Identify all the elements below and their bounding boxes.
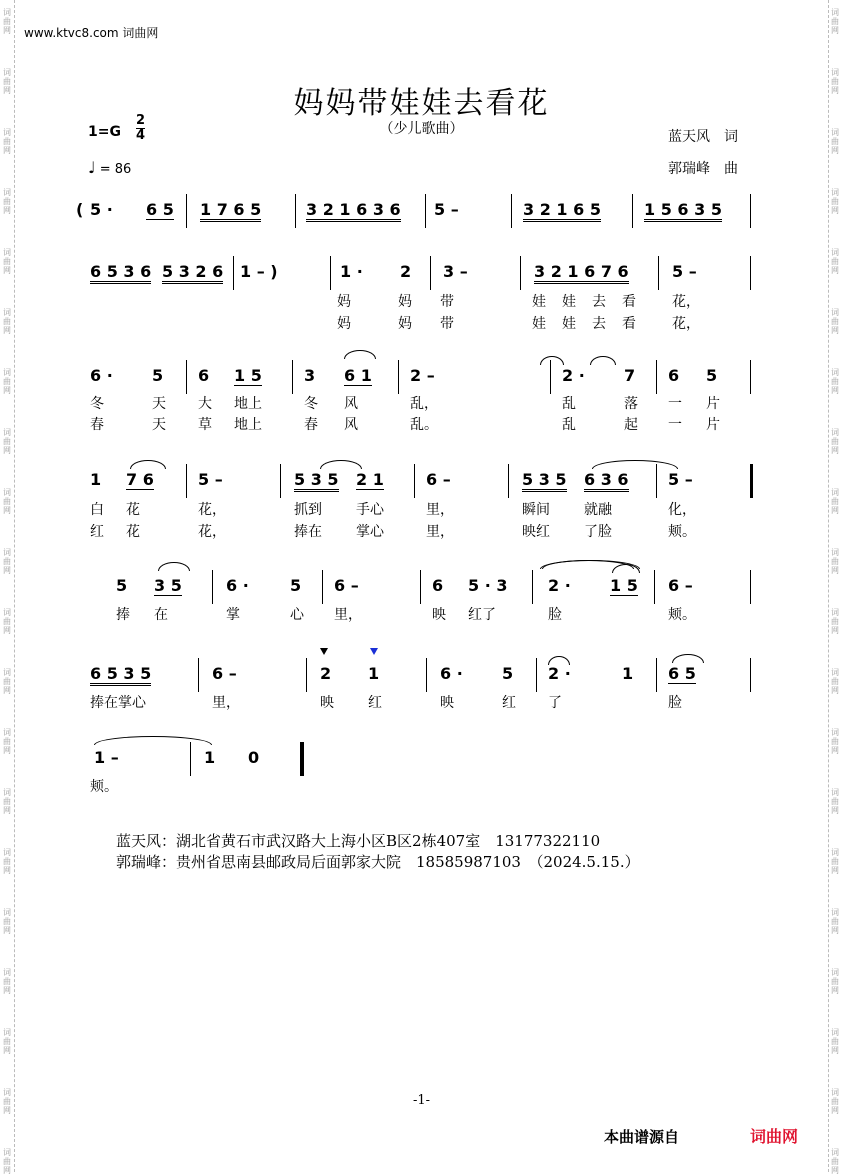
lyric-verse-2: 天 <box>152 417 166 433</box>
watermark-text: 词 曲 网 <box>3 548 11 575</box>
slur-mark <box>94 736 212 745</box>
tempo-value: = 86 <box>99 162 132 177</box>
lyric-verse-2: 草 <box>198 417 212 433</box>
note-group: 1 – ) <box>240 262 278 281</box>
lyric-verse-2: 娃 <box>532 316 546 332</box>
quarter-note-icon: ♩ <box>88 158 96 177</box>
lyric-verse-2: 娃 <box>562 316 576 332</box>
lyricist-credit: 蓝天风 词 <box>668 129 738 145</box>
bar-line <box>430 256 431 290</box>
lyric-verse-2: 乱。 <box>410 417 438 433</box>
lyric-verse-1: 化， <box>668 502 696 518</box>
lyric-verse-1: 妈 <box>337 294 351 310</box>
lyric-verse-1: 就融 <box>584 502 612 518</box>
lyric-verse-2: 带 <box>440 316 454 332</box>
source-logo[interactable]: 词曲网 <box>750 1127 799 1146</box>
note-group: 5 – <box>198 470 223 489</box>
lyric-verse-2: 里， <box>426 524 454 540</box>
watermark-text: 词 曲 网 <box>831 848 839 875</box>
bar-line <box>425 194 426 228</box>
bar-line <box>656 360 657 394</box>
bar-line <box>190 742 191 776</box>
watermark-text: 词 曲 网 <box>831 668 839 695</box>
bar-line <box>750 194 751 228</box>
lyric-verse-2: 去 <box>592 316 606 332</box>
note-group: ( <box>76 200 84 219</box>
slur-mark <box>592 460 678 469</box>
note-group: 1 5 <box>234 366 262 385</box>
slur-mark <box>548 656 570 665</box>
lyric-verse-1: 冬 <box>304 396 318 412</box>
lyric-verse-2: 妈 <box>398 316 412 332</box>
lyric-verse-1: 颊。 <box>90 779 118 795</box>
lyric-verse-1: 里， <box>334 607 362 623</box>
note-group: 6 · <box>226 576 249 595</box>
note-group: 1 <box>622 664 634 683</box>
note-group: 6 <box>668 366 680 385</box>
lyric-verse-2: 花， <box>672 316 700 332</box>
watermark-text: 词 曲 网 <box>831 608 839 635</box>
note-group: 1 5 6 3 5 <box>644 200 722 222</box>
lyric-verse-1: 心 <box>290 607 304 623</box>
watermark-text: 词 曲 网 <box>831 1148 839 1175</box>
lyric-verse-1: 娃 <box>532 294 546 310</box>
bar-line <box>198 658 199 692</box>
note-group: 5 <box>152 366 164 385</box>
watermark-text: 词 曲 网 <box>3 728 11 755</box>
lyric-verse-2: 片 <box>706 417 720 433</box>
lyric-verse-2: 花 <box>126 524 140 540</box>
lyric-verse-2: 风 <box>344 417 358 433</box>
slur-mark <box>320 460 362 469</box>
bar-line <box>306 658 307 692</box>
note-group: 7 6 <box>126 470 154 489</box>
note-group: 6 1 <box>344 366 372 385</box>
note-group: 5 – <box>434 200 459 219</box>
watermark-text: 词 曲 网 <box>831 788 839 815</box>
bar-line <box>414 464 415 498</box>
note-group: 5 – <box>672 262 697 281</box>
lyric-verse-2: 捧在 <box>294 524 322 540</box>
lyric-verse-2: 了脸 <box>584 524 612 540</box>
watermark-text: 词 曲 网 <box>3 188 11 215</box>
note-group: 5 <box>116 576 128 595</box>
note-group: 1 – <box>94 748 119 767</box>
watermark-text: 词 曲 网 <box>831 368 839 395</box>
lyric-verse-2: 起 <box>624 417 638 433</box>
lyric-verse-2: 地上 <box>234 417 262 433</box>
lyric-verse-1: 里， <box>426 502 454 518</box>
bar-line <box>186 360 187 394</box>
watermark-text: 词 曲 网 <box>3 968 11 995</box>
bar-line <box>295 194 296 228</box>
tempo-mark <box>88 158 131 177</box>
note-group: 5 <box>290 576 302 595</box>
note-group: 3 2 1 6 5 <box>523 200 601 222</box>
note-group: 5 – <box>668 470 693 489</box>
lyric-verse-1: 映 <box>432 607 446 623</box>
bar-line <box>536 658 537 692</box>
note-group: 2 1 <box>356 470 384 489</box>
bar-line <box>750 464 753 498</box>
lyric-verse-1: 红了 <box>468 607 496 623</box>
bar-line <box>658 256 659 290</box>
note-group: 3 2 1 6 7 6 <box>534 262 629 284</box>
note-group: 2 · <box>562 366 585 385</box>
lyric-verse-2: 映红 <box>522 524 550 540</box>
lyric-verse-1: 片 <box>706 396 720 412</box>
lyric-verse-1: 脸 <box>548 607 562 623</box>
lyric-verse-1: 天 <box>152 396 166 412</box>
slur-mark <box>672 654 704 663</box>
bar-line <box>632 194 633 228</box>
lyric-verse-1: 白 <box>90 502 104 518</box>
note-group: 0 <box>248 748 260 767</box>
lyric-verse-2: 春 <box>90 417 104 433</box>
watermark-text: 词 曲 网 <box>831 8 839 35</box>
note-group: 5 · 3 <box>468 576 508 595</box>
note-group: 3 <box>304 366 316 385</box>
lyric-verse-2: 看 <box>622 316 636 332</box>
lyric-verse-1: 看 <box>622 294 636 310</box>
lyric-verse-1: 掌 <box>226 607 240 623</box>
bar-line <box>511 194 512 228</box>
note-group: 2 – <box>410 366 435 385</box>
song-title: 妈妈带娃娃去看花 <box>293 86 550 121</box>
note-group: 2 <box>320 664 332 683</box>
lyric-verse-1: 颊。 <box>668 607 696 623</box>
lyric-verse-2: 乱 <box>562 417 576 433</box>
bar-line <box>508 464 509 498</box>
left-margin-strip <box>0 0 15 1172</box>
watermark-text: 词 曲 网 <box>831 908 839 935</box>
lyric-verse-1: 映 <box>320 695 334 711</box>
bar-line <box>233 256 234 290</box>
bar-line <box>330 256 331 290</box>
bar-line <box>420 570 421 604</box>
watermark-text: 词 曲 网 <box>831 308 839 335</box>
lyric-verse-2: 一 <box>668 417 682 433</box>
bar-line <box>750 360 751 394</box>
watermark-text: 词 曲 网 <box>3 908 11 935</box>
lyric-verse-1: 抓到 <box>294 502 322 518</box>
note-group: 1 <box>90 470 102 489</box>
lyric-verse-1: 红 <box>502 695 516 711</box>
lyric-verse-1: 在 <box>154 607 168 623</box>
right-margin-strip <box>828 0 843 1172</box>
watermark-text: 词 曲 网 <box>3 368 11 395</box>
watermark-text: 词 曲 网 <box>831 128 839 155</box>
key-signature: 1=G <box>88 124 121 140</box>
lyric-verse-1: 乱 <box>562 396 576 412</box>
lyric-verse-1: 花， <box>198 502 226 518</box>
lyric-verse-1: 妈 <box>398 294 412 310</box>
note-group: 6 <box>432 576 444 595</box>
time-signature-bottom: 4 <box>136 128 146 143</box>
lyric-verse-1: 带 <box>440 294 454 310</box>
note-group: 2 <box>400 262 412 281</box>
watermark-text: 词 曲 网 <box>3 1088 11 1115</box>
lyric-verse-2: 掌心 <box>356 524 384 540</box>
bar-line <box>520 256 521 290</box>
time-signature <box>136 114 145 143</box>
lyric-verse-2: 妈 <box>337 316 351 332</box>
note-group: 6 3 6 <box>584 470 629 492</box>
note-group: 6 5 <box>668 664 696 683</box>
note-group: 1 5 <box>610 576 638 595</box>
lyric-verse-1: 大 <box>198 396 212 412</box>
note-group: 6 – <box>426 470 451 489</box>
slur-mark <box>344 350 376 359</box>
bar-line <box>300 742 304 776</box>
watermark-text: 词 曲 网 <box>831 968 839 995</box>
bar-line <box>186 194 187 228</box>
lyric-verse-1: 去 <box>592 294 606 310</box>
lyric-verse-1: 落 <box>624 396 638 412</box>
lyric-verse-1: 娃 <box>562 294 576 310</box>
note-group: 1 <box>368 664 380 683</box>
note-group: 6 – <box>334 576 359 595</box>
slur-mark <box>540 560 640 569</box>
bar-line <box>280 464 281 498</box>
slur-mark <box>540 356 564 365</box>
bar-line <box>750 256 751 290</box>
bar-line <box>532 570 533 604</box>
note-group: 6 5 3 6 <box>90 262 151 284</box>
bar-line <box>654 570 655 604</box>
triangle-marker-icon <box>370 648 378 655</box>
composer-credit: 郭瑞峰 曲 <box>668 161 738 177</box>
note-group: 6 · <box>90 366 113 385</box>
bar-line <box>750 570 751 604</box>
lyric-verse-1: 手心 <box>356 502 384 518</box>
watermark-text: 词 曲 网 <box>3 308 11 335</box>
watermark-text: 词 曲 网 <box>3 1148 11 1175</box>
watermark-text: 词 曲 网 <box>831 248 839 275</box>
note-group: 1 · <box>340 262 363 281</box>
bar-line <box>426 658 427 692</box>
lyric-verse-1: 脸 <box>668 695 682 711</box>
lyric-verse-2: 红 <box>90 524 104 540</box>
note-group: 6 5 3 5 <box>90 664 151 686</box>
lyric-verse-2: 花， <box>198 524 226 540</box>
note-group: 2 · <box>548 576 571 595</box>
lyric-verse-1: 花， <box>672 294 700 310</box>
note-group: 5 · <box>90 200 113 219</box>
note-group: 5 3 2 6 <box>162 262 223 284</box>
watermark-text: 词 曲 网 <box>3 608 11 635</box>
note-group: 6 – <box>212 664 237 683</box>
note-group: 7 <box>624 366 636 385</box>
song-subtitle: （少儿歌曲） <box>379 121 464 137</box>
lyric-verse-1: 风 <box>344 396 358 412</box>
bar-line <box>550 360 551 394</box>
bar-line <box>656 464 657 498</box>
note-group: 6 · <box>440 664 463 683</box>
source-url[interactable]: www.ktvc8.com 词曲网 <box>24 26 159 40</box>
note-group: 3 – <box>443 262 468 281</box>
slur-mark <box>590 356 616 365</box>
watermark-text: 词 曲 网 <box>3 668 11 695</box>
watermark-text: 词 曲 网 <box>831 1088 839 1115</box>
note-group: 5 <box>706 366 718 385</box>
lyric-verse-1: 捧 <box>116 607 130 623</box>
watermark-text: 词 曲 网 <box>3 248 11 275</box>
lyric-verse-1: 瞬间 <box>522 502 550 518</box>
lyric-verse-1: 一 <box>668 396 682 412</box>
watermark-text: 词 曲 网 <box>3 8 11 35</box>
watermark-text: 词 曲 网 <box>831 488 839 515</box>
watermark-text: 词 曲 网 <box>831 428 839 455</box>
source-note: 本曲谱源自 <box>604 1128 680 1146</box>
bar-line <box>656 658 657 692</box>
triangle-marker-icon <box>320 648 328 655</box>
watermark-text: 词 曲 网 <box>3 488 11 515</box>
lyric-verse-1: 乱， <box>410 396 438 412</box>
watermark-text: 词 曲 网 <box>831 728 839 755</box>
note-group: 6 5 <box>146 200 174 219</box>
slur-mark <box>130 460 166 469</box>
lyricist-address: 蓝天风：湖北省黄石市武汉路大上海小区B区2栋407室 13177322110 <box>116 832 601 850</box>
lyric-verse-1: 映 <box>440 695 454 711</box>
note-group: 3 2 1 6 3 6 <box>306 200 401 222</box>
watermark-text: 词 曲 网 <box>3 428 11 455</box>
bar-line <box>212 570 213 604</box>
watermark-text: 词 曲 网 <box>3 128 11 155</box>
lyric-verse-2: 春 <box>304 417 318 433</box>
note-group: 2 · <box>548 664 571 683</box>
lyric-verse-1: 里， <box>212 695 240 711</box>
watermark-text: 词 曲 网 <box>3 68 11 95</box>
note-group: 6 – <box>668 576 693 595</box>
lyric-verse-1: 红 <box>368 695 382 711</box>
note-group: 5 <box>502 664 514 683</box>
lyric-verse-2: 颊。 <box>668 524 696 540</box>
watermark-text: 词 曲 网 <box>831 188 839 215</box>
page-number: -1- <box>412 1093 431 1108</box>
watermark-text: 词 曲 网 <box>3 1028 11 1055</box>
lyric-verse-1: 花 <box>126 502 140 518</box>
watermark-text: 词 曲 网 <box>831 1028 839 1055</box>
watermark-text: 词 曲 网 <box>3 848 11 875</box>
note-group: 1 7 6 5 <box>200 200 261 222</box>
time-signature-top: 2 <box>136 113 146 128</box>
watermark-text: 词 曲 网 <box>831 68 839 95</box>
composer-address: 郭瑞峰：贵州省思南县邮政局后面郭家大院 18585987103 （2024.5.15.） <box>116 853 640 871</box>
watermark-text: 词 曲 网 <box>831 548 839 575</box>
bar-line <box>322 570 323 604</box>
note-group: 1 <box>204 748 216 767</box>
bar-line <box>398 360 399 394</box>
watermark-text: 词 曲 网 <box>3 788 11 815</box>
note-group: 6 <box>198 366 210 385</box>
lyric-verse-1: 冬 <box>90 396 104 412</box>
note-group: 3 5 <box>154 576 182 595</box>
bar-line <box>186 464 187 498</box>
note-group: 5 3 5 <box>522 470 567 492</box>
bar-line <box>750 658 751 692</box>
lyric-verse-1: 了 <box>548 695 562 711</box>
lyric-verse-1: 地上 <box>234 396 262 412</box>
note-group: 5 3 5 <box>294 470 339 492</box>
bar-line <box>292 360 293 394</box>
lyric-verse-1: 捧在掌心 <box>90 695 146 711</box>
slur-mark <box>158 562 190 571</box>
